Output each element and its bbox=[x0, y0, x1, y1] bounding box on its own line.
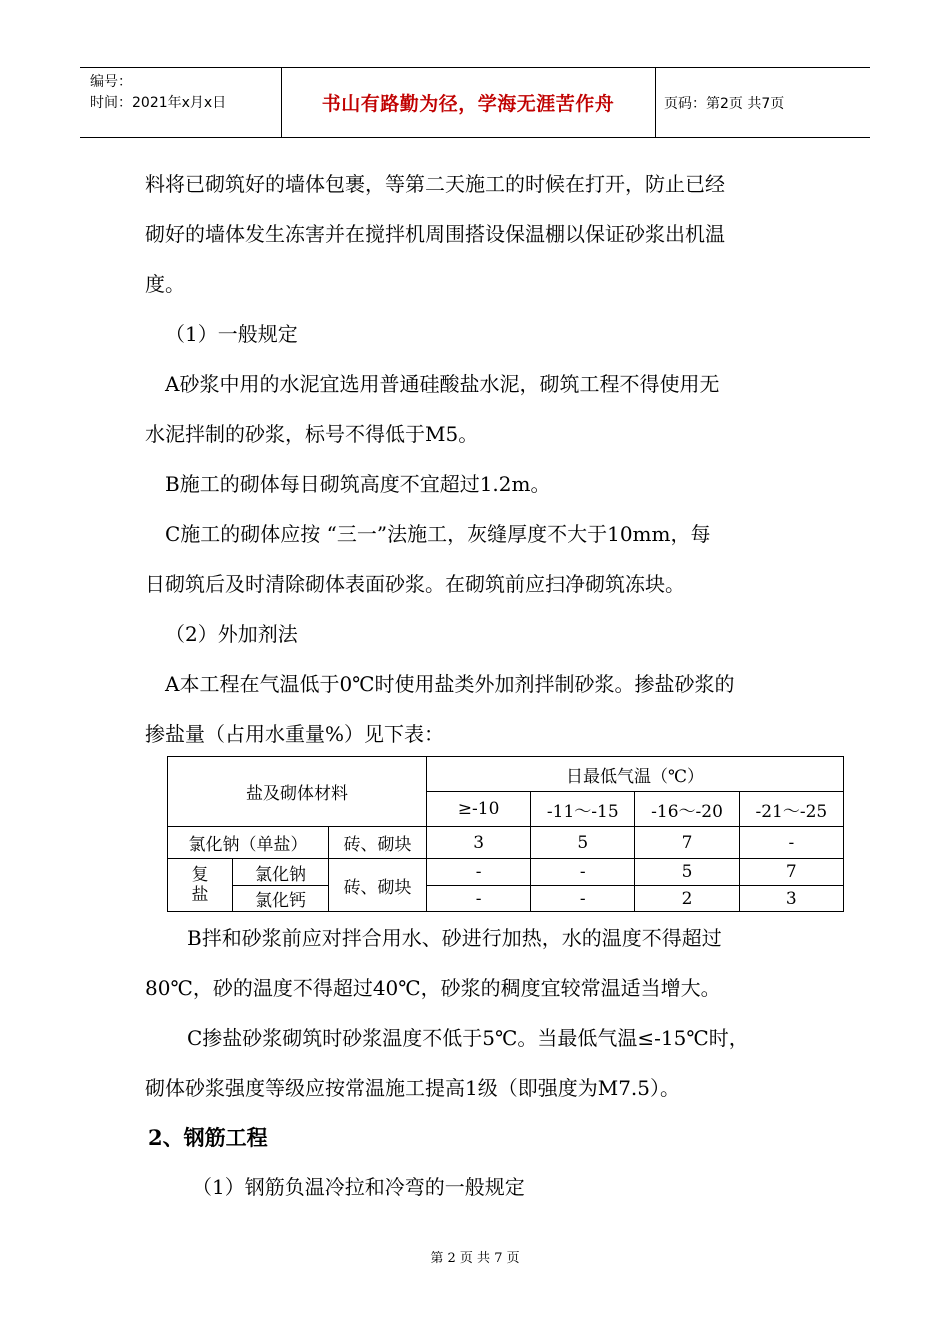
header-page-info: 页码：第2页 共7页 bbox=[664, 95, 785, 112]
compound-label-line: 盐 bbox=[191, 885, 209, 905]
table-cell-compound bbox=[168, 859, 233, 912]
header-motto: 书山有路勤为径，学海无涯苦作舟 bbox=[321, 93, 615, 115]
paragraph-line: 砌体砂浆强度等级应按常温施工提高1级（即强度为M7.5）。 bbox=[145, 1076, 681, 1100]
table-cell-value: 2 bbox=[635, 886, 739, 912]
table-cell-value: 3 bbox=[739, 886, 843, 912]
table-cell-salt: 氯化钠 bbox=[233, 859, 329, 886]
salt-dosage-table bbox=[167, 756, 844, 912]
table-cell-value: - bbox=[739, 827, 843, 859]
paragraph-line: A砂浆中用的水泥宜选用普通硅酸盐水泥，砌筑工程不得使用无 bbox=[165, 372, 720, 396]
paragraph-line: 度。 bbox=[145, 272, 185, 296]
table-cell-masonry: 砖、砌块 bbox=[329, 859, 427, 912]
table-range-header: -16～-20 bbox=[635, 792, 739, 827]
table-cell-value: 7 bbox=[739, 859, 843, 886]
table-range-header: -21～-25 bbox=[739, 792, 843, 827]
table-cell-salt: 氯化钠（单盐） bbox=[168, 827, 329, 859]
paragraph-line: 80℃，砂的温度不得超过40℃，砂浆的稠度宜较常温适当增大。 bbox=[145, 976, 721, 1000]
table-range-header: -11～-15 bbox=[531, 792, 635, 827]
table-corner-header: 盐及砌体材料 bbox=[168, 757, 427, 827]
table-cell-value: 3 bbox=[427, 827, 531, 859]
paragraph-line: 砌好的墙体发生冻害并在搅拌机周围搭设保温棚以保证砂浆出机温 bbox=[145, 222, 725, 246]
paragraph-line: 日砌筑后及时清除砌体表面砂浆。在砌筑前应扫净砌筑冻块。 bbox=[145, 572, 685, 596]
table-cell-value: - bbox=[427, 859, 531, 886]
table-cell-value: 5 bbox=[635, 859, 739, 886]
compound-label-line: 复 bbox=[191, 865, 209, 885]
table-cell-salt: 氯化钙 bbox=[233, 886, 329, 912]
table-cell-value: - bbox=[531, 886, 635, 912]
paragraph-line: B拌和砂浆前应对拌合用水、砂进行加热，水的温度不得超过 bbox=[187, 926, 722, 950]
paragraph-line: 料将已砌筑好的墙体包裹，等第二天施工的时候在打开，防止已经 bbox=[145, 172, 725, 196]
paragraph-line: 掺盐量（占用水重量%）见下表： bbox=[145, 722, 445, 746]
table-range-header: ≥-10 bbox=[427, 792, 531, 827]
paragraph-line: A本工程在气温低于0℃时使用盐类外加剂拌制砂浆。掺盐砂浆的 bbox=[165, 672, 735, 696]
page-footer: 第 2 页 共 7 页 bbox=[430, 1251, 520, 1266]
paragraph-line: B施工的砌体每日砌筑高度不宜超过1.2m。 bbox=[165, 472, 551, 496]
table-temp-header: 日最低气温（℃） bbox=[427, 757, 844, 792]
subheading-general-rules: （1）一般规定 bbox=[165, 322, 298, 346]
paragraph-line: C掺盐砂浆砌筑时砂浆温度不低于5℃。当最低气温≤-15℃时， bbox=[187, 1026, 749, 1050]
header-meta bbox=[90, 72, 226, 114]
paragraph-line: 水泥拌制的砂浆，标号不得低于M5。 bbox=[145, 422, 479, 446]
time-label: 时间：2021年x月x日 bbox=[90, 95, 227, 111]
page-header bbox=[80, 67, 870, 138]
table-cell-value: 5 bbox=[531, 827, 635, 859]
section-heading-rebar: 2、钢筋工程 bbox=[148, 1125, 268, 1150]
table-cell-value: - bbox=[531, 859, 635, 886]
table-cell-masonry: 砖、砌块 bbox=[329, 827, 427, 859]
subheading-admixture: （2）外加剂法 bbox=[165, 622, 298, 646]
table-cell-value: 7 bbox=[635, 827, 739, 859]
header-divider bbox=[655, 68, 656, 137]
number-label: 编号： bbox=[90, 74, 132, 90]
subheading-rebar-rules: （1）钢筋负温冷拉和冷弯的一般规定 bbox=[192, 1175, 525, 1199]
paragraph-line: C施工的砌体应按 “三一”法施工，灰缝厚度不大于10mm，每 bbox=[165, 522, 711, 546]
table-cell-value: - bbox=[427, 886, 531, 912]
